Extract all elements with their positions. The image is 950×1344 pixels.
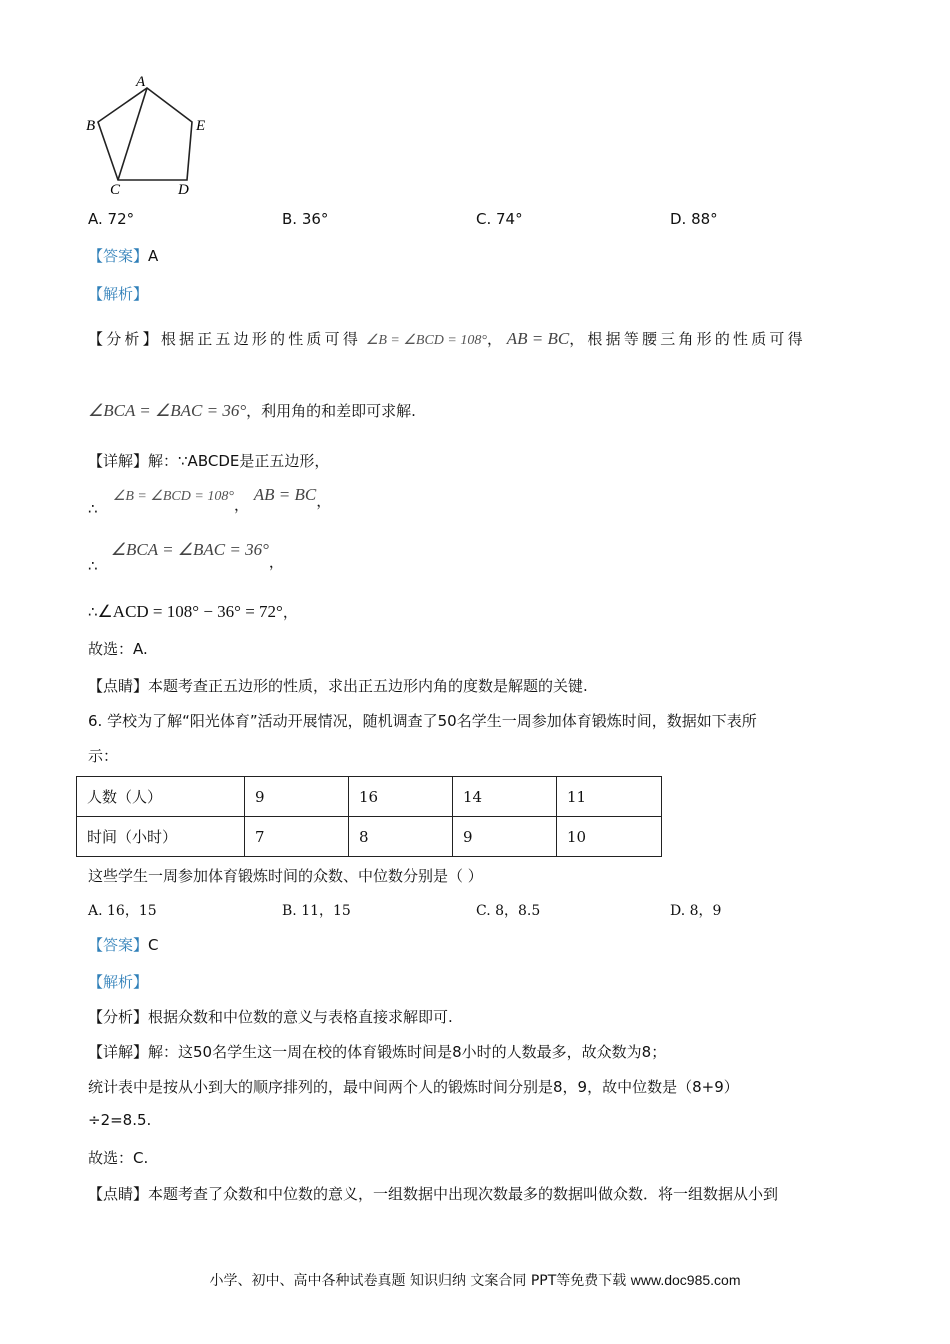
pentagon-outline — [98, 88, 192, 180]
answer-value: A — [148, 247, 159, 265]
fenxi-math-1: ∠B = ∠BCD = 108° — [365, 333, 487, 348]
table-cell: 9 — [245, 777, 349, 817]
table-cell: 8 — [349, 817, 453, 857]
table-cell: 14 — [453, 777, 557, 817]
vertex-label-e: E — [196, 118, 206, 134]
q5-fenxi-line-2 — [88, 400, 416, 421]
q6-question: 这些学生一周参加体育锻炼时间的众数、中位数分别是（ ） — [88, 867, 483, 885]
therefore-symbol: ∴ — [88, 557, 98, 575]
vertex-label-b: B — [86, 118, 96, 134]
q6-xiangjie-line-2: 统计表中是按从小到大的顺序排列的，最中间两个人的锻炼时间分别是8，9，故中位数是（8+9） — [88, 1078, 739, 1096]
page-footer — [0, 1270, 950, 1290]
footer-text: 小学、初中、高中各种试卷真题 知识归纳 文案合同 PPT等免费下载 — [209, 1273, 627, 1289]
answer-value: C — [148, 936, 159, 954]
step3-comma: ， — [282, 603, 298, 621]
q6-analysis-tag: 【解析】 — [88, 973, 149, 991]
q5-option-c: C. 74° — [476, 210, 523, 228]
fenxi-text-3: ，利用角的和差即可求解. — [246, 402, 416, 420]
dianjing-tag: 【点睛】 — [88, 677, 149, 695]
q6-answer-line — [88, 934, 159, 955]
q6-option-d: D. 8，9 — [670, 903, 722, 919]
vertex-label-d: D — [178, 182, 189, 198]
dianjing-text: 本题考查了众数和中位数的意义，一组数据中出现次数最多的数据叫做众数．将一组数据从小到 — [148, 1185, 779, 1203]
q5-analysis-tag: 【解析】 — [88, 285, 149, 303]
table-cell: 时间（小时） — [77, 817, 245, 857]
pentagon-figure — [80, 70, 220, 200]
answer-tag: 【答案】 — [88, 936, 149, 954]
q5-option-b: B. 36° — [282, 210, 329, 228]
q6-dianjing — [88, 1183, 778, 1204]
q5-step-1 — [88, 485, 331, 518]
step1-math-b: AB = BC — [253, 485, 317, 504]
therefore-symbol: ∴ — [88, 500, 98, 518]
q6-data-table — [76, 776, 662, 857]
q5-answer-line — [88, 245, 158, 266]
table-cell: 7 — [245, 817, 349, 857]
xiangjie-tag: 【详解】 — [88, 452, 149, 470]
fenxi-tag: 【分析】 — [88, 330, 161, 348]
fenxi-tag: 【分析】 — [88, 1008, 149, 1026]
q5-step-2 — [88, 540, 284, 575]
fenxi-text-1: 根据正五边形的性质可得 — [160, 330, 362, 348]
step2-comma: ， — [268, 553, 284, 571]
q6-option-b: B. 11，15 — [282, 903, 351, 919]
diagonal-ac — [118, 88, 147, 180]
q6-xiangjie-line-1 — [88, 1041, 666, 1062]
q6-xiangjie-line-3: ÷2=8.5. — [88, 1111, 152, 1129]
q6-stem-line-2: 示： — [88, 747, 119, 765]
table-cell: 10 — [557, 817, 662, 857]
step1-comma-a: ， — [233, 496, 249, 514]
step2-math: ∠BCA = ∠BAC = 36° — [110, 540, 269, 559]
table-row — [77, 817, 662, 857]
step3-math: ∠ACD = 108° − 36° = 72° — [97, 602, 283, 621]
q6-choose: 故选：C. — [88, 1149, 149, 1167]
footer-site-link[interactable]: www.doc985.com — [630, 1272, 741, 1288]
step1-comma-b: ， — [316, 492, 332, 510]
therefore-symbol: ∴ — [88, 603, 98, 621]
q5-step-3 — [88, 601, 298, 622]
fenxi-sep: ， — [486, 330, 502, 348]
q5-option-d: D. 88° — [670, 210, 718, 228]
table-cell: 人数（人） — [77, 777, 245, 817]
q5-choose: 故选：A. — [88, 640, 148, 658]
xiangjie-text: 解：∵ABCDE是正五边形， — [148, 452, 330, 470]
q6-option-c: C. 8，8.5 — [476, 903, 541, 919]
q6-option-a: A. 16，15 — [88, 903, 157, 919]
table-row — [77, 777, 662, 817]
table-cell: 9 — [453, 817, 557, 857]
xiangjie-tag: 【详解】 — [88, 1043, 149, 1061]
fenxi-text: 根据众数和中位数的意义与表格直接求解即可. — [148, 1008, 453, 1026]
table-cell: 11 — [557, 777, 662, 817]
q5-fenxi-line-1 — [88, 328, 864, 349]
q6-fenxi — [88, 1006, 453, 1027]
dianjing-text: 本题考查正五边形的性质，求出正五边形内角的度数是解题的关键. — [148, 677, 588, 695]
answer-tag: 【答案】 — [88, 247, 149, 265]
q5-option-a: A. 72° — [88, 210, 135, 228]
vertex-label-c: C — [110, 182, 121, 198]
vertex-label-a: A — [136, 74, 146, 90]
table-cell: 16 — [349, 777, 453, 817]
q6-stem-line-1: 6. 学校为了解“阳光体育”活动开展情况，随机调查了50名学生一周参加体育锻炼时间，数据如下表所 — [88, 712, 757, 730]
dianjing-tag: 【点睛】 — [88, 1185, 149, 1203]
fenxi-math-2: AB = BC — [506, 329, 570, 348]
xiangjie-text-1: 解：这50名学生这一周在校的体育锻炼时间是8小时的人数最多，故众数为8； — [148, 1043, 667, 1061]
q5-xiangjie-line — [88, 450, 329, 471]
step1-math-a: ∠B = ∠BCD = 108° — [112, 489, 234, 504]
fenxi-text-2: ，根据等腰三角形的性质可得 — [569, 330, 806, 348]
q5-dianjing — [88, 675, 588, 696]
fenxi-math-3: ∠BCA = ∠BAC = 36° — [88, 401, 247, 420]
